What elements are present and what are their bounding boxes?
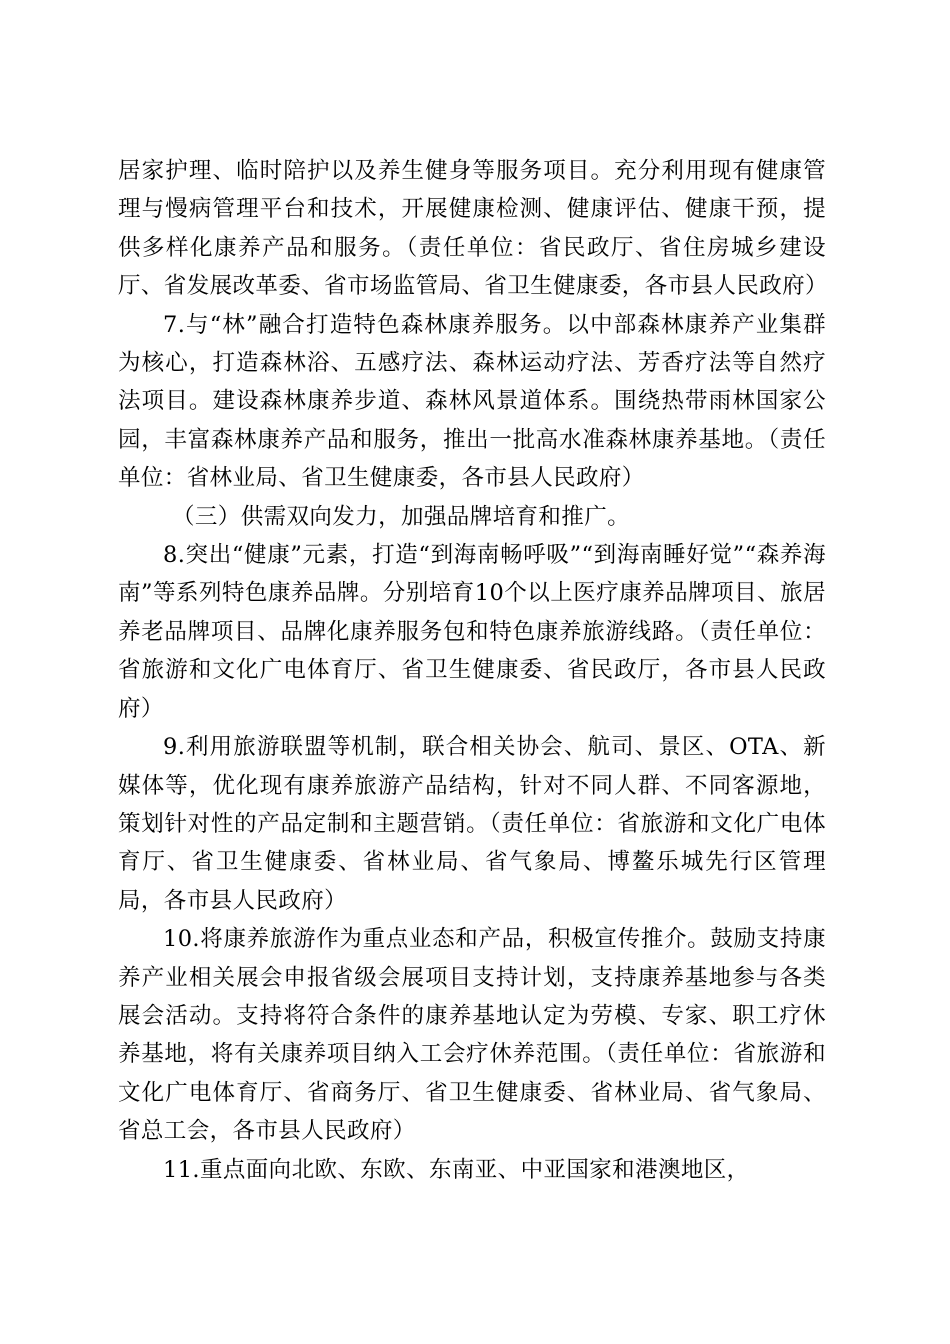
paragraph-item-10: 10.将康养旅游作为重点业态和产品，积极宣传推介。鼓励支持康养产业相关展会申报省级会展项目支持计划，支持康养基地参与各类展会活动。支持将符合条件的康养基地认定为劳模、专家、职工疗休养基地，将有关康养项目纳入工会疗休养范围。（责任单位：省旅游和文化广电体育厅、省商务厅、省卫生健康委、省林业局、省气象局、省总工会，各市县人民政府） bbox=[118, 926, 826, 1145]
paragraph-item-7: 7.与“林”融合打造特色森林康养服务。以中部森林康养产业集群为核心，打造森林浴、五感疗法、森林运动疗法、芳香疗法等自然疗法项目。建设森林康养步道、森林风景道体系。围绕热带雨林国家公园，丰富森林康养产品和服务，推出一批高水准森林康养基地。（责任单位：省林业局、省卫生健康委，各市县人民政府） bbox=[118, 311, 826, 492]
section-heading-3: （三）供需双向发力，加强品牌培育和推广。 bbox=[172, 503, 631, 530]
paragraph-item-8: 8.突出“健康”元素，打造“到海南畅呼吸”“到海南睡好觉”“森养海南”等系列特色康养品牌。分别培育10个以上医疗康养品牌项目、旅居养老品牌项目、品牌化康养服务包和特色康养旅游线路。（责任单位：省旅游和文化广电体育厅、省卫生健康委、省民政厅，各市县人民政府） bbox=[118, 542, 826, 722]
paragraph-item-11: 11.重点面向北欧、东欧、东南亚、中亚国家和港澳地区， bbox=[163, 1156, 750, 1183]
paragraph-continuation: 居家护理、临时陪护以及养生健身等服务项目。充分利用现有健康管理与慢病管理平台和技术，开展健康检测、健康评估、健康干预，提供多样化康养产品和服务。（责任单位：省民政厅、省住房城乡建设厅、省发展改革委、省市场监管局、省卫生健康委，各市县人民政府） bbox=[118, 158, 828, 300]
document-body bbox=[118, 152, 826, 1189]
paragraph-item-9: 9.利用旅游联盟等机制，联合相关协会、航司、景区、OTA、新媒体等，优化现有康养旅游产品结构，针对不同人群、不同客源地，策划针对性的产品定制和主题营销。（责任单位：省旅游和文化广电体育厅、省卫生健康委、省林业局、省气象局、博鳌乐城先行区管理局，各市县人民政府） bbox=[118, 734, 826, 914]
